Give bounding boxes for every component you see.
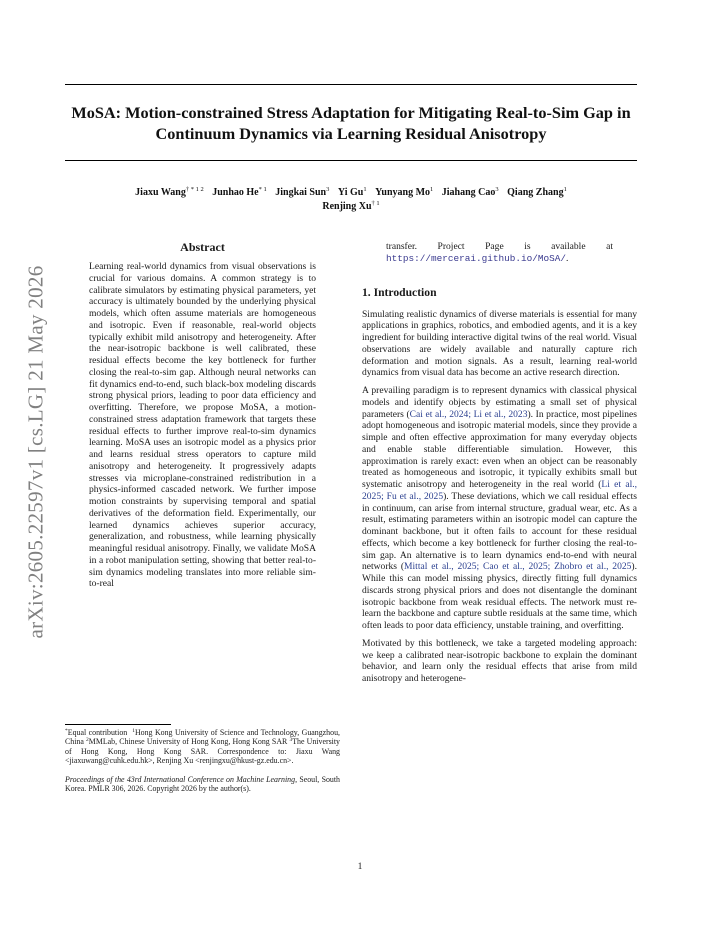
abstract-heading: Abstract xyxy=(180,240,225,254)
author xyxy=(338,187,367,198)
author-marks: * 1 xyxy=(258,186,267,193)
title-top-rule xyxy=(65,84,637,85)
author-name: Yunyang Mo xyxy=(375,187,431,198)
project-page-link[interactable]: https://mercerai.github.io/MoSA/ xyxy=(386,252,567,264)
intro-text: ). These deviations, which we call residual effects in continuum, can arise from internal structure, gradual wear, etc. As a result, estimating parameters within an isotropic model can capture the dominant backbone, but it often fails to account for these residual effects, which become a key bottleneck for further closing the real-to-sim gap. An alternative is to learn dynamics end-to-end with neural networks ( xyxy=(362,490,637,573)
right-column xyxy=(362,241,637,691)
introduction-heading: 1. Introduction xyxy=(362,285,437,299)
author-name: Qiang Zhang xyxy=(507,187,564,198)
author-name: Renjing Xu xyxy=(322,201,372,212)
introduction-paragraph xyxy=(362,385,637,632)
author-name: Jiaxu Wang xyxy=(135,187,186,198)
paper-title: MoSA: Motion-constrained Stress Adaptation for Mitigating Real-to-Sim Gap in Continuum Dynamics via Learning Residual Anisotropy xyxy=(71,103,631,143)
arxiv-identifier-text: arXiv:2605.22597v1 [cs.LG] 21 May 2026 xyxy=(23,265,48,639)
proceedings-note xyxy=(65,775,340,794)
author xyxy=(375,187,433,198)
proceedings-details: , Seoul, South Korea. PMLR 306, 2026. Copyright 2026 by the author(s). xyxy=(65,774,340,794)
author-list xyxy=(65,186,637,214)
author-marks: 3 xyxy=(495,186,499,193)
author-name: Junhao He xyxy=(212,187,259,198)
left-column xyxy=(65,240,340,590)
author-name: Jiahang Cao xyxy=(441,187,496,198)
abstract-body: Learning real-world dynamics from visual observations is crucial for various domains. A common strategy is to calibrate simulators by estimating physical parameters, yet accuracy is ultimately bounded by the underlying physical models, which often assume materials are homogeneous and isotropic. Even if reasonable, real-world objects typically exhibit mild anisotropy and heterogeneity. After the near-isotropic backbone is well calibrated, these residual effects become the key bottleneck for further closing the real-to-sim gap. Although neural networks can fit dynamics end-to-end, such black-box modeling discards strong physical priors, leading to poor data efficiency and overfitting. Therefore, we propose MoSA, a motion-constrained stress adaptation framework that targets these residual effects to further improve real-to-sim dynamics learning. MoSA uses an isotropic model as a physics prior and learns residual stress operators to capture mild anisotropy and heterogeneity. It progressively adapts stresses via microplane-constrained redistribution in a physics-informed cascaded network. We further impose motion constraints by supervising temporal and spatial derivatives of the deformation field. Experimentally, our learned dynamics achieves superior accuracy, generalization, and robustness, while learning physically meaningful residual anisotropy. Finally, we validate MoSA in a robot manipulation setting, showing that better real-to-sim dynamics modeling translates into more reliable sim-to-real xyxy=(89,261,316,590)
affiliation-footnote xyxy=(65,728,340,766)
author-name: Jingkai Sun xyxy=(275,187,327,198)
author xyxy=(442,187,499,198)
abstract-continuation: transfer. Project Page is available at https://mercerai.github.io/MoSA/. xyxy=(386,241,613,264)
footnote-text: MMLab, Chinese University of Hong Kong, Hong Kong SAR xyxy=(88,737,288,747)
intro-text: ). While this can model missing physics, directly fitting full dynamics discards strong physical priors and does not disentangle the dominant isotropic backbone from weak residual effects. The network must re-learn the backbone and capture subtle residuals at the same time, which often leads to poor data efficiency, unstable training, and overfitting. xyxy=(362,561,637,631)
author-name: Yi Gu xyxy=(337,187,364,198)
citation-link[interactable]: Cai et al., 2024; Li et al., 2023 xyxy=(409,408,528,420)
author-marks: 1 xyxy=(363,186,367,193)
author-marks: 1 xyxy=(563,186,567,193)
proceedings-venue: Proceedings of the 43rd International Conference on Machine Learning xyxy=(65,774,296,784)
author-marks: † * 1 2 xyxy=(185,186,204,193)
introduction-paragraph: Simulating realistic dynamics of diverse materials is essential for many applications in graphics, robotics, and embodied agents, and it is a key ingredient for building interactive digital twins of the real world. Visual observations are widely available and naturally capture rich deformation and motion signals. As a result, learning real-world dynamics from visual data has become an active research direction. xyxy=(362,308,637,379)
author xyxy=(507,187,567,198)
footnote-text: Equal contribution xyxy=(67,728,128,737)
introduction-paragraph: Motivated by this bottleneck, we take a targeted modeling approach: we keep a calibrated near-isotropic backbone to explain the dominant behavior, and learn only the residual effects that arise from mild anisotropy and heterogene- xyxy=(362,637,637,684)
footnote-mark: 1 xyxy=(132,728,135,734)
intro-text: A prevailing paradigm is to represent dynamics with classical physical models and identify objects by estimating a small set of physical parameters ( xyxy=(362,385,637,420)
title-bottom-rule xyxy=(65,160,637,161)
intro-text: ). In practice, most pipelines adopt homogeneous and isotropic material models, since they provide a simple and often effective approximation for many everyday objects and enable stable differentiable simulation. However, this approximation is rarely exact: even when an object can be reasonably treated as homogeneous and isotropic, it typically exhibits small but systematic anisotropy and heterogeneity in the real world ( xyxy=(362,408,637,490)
footnotes xyxy=(65,728,340,793)
author-marks: 3 xyxy=(326,186,330,193)
footnote-text: The University of Hong Kong, Hong Kong SAR. Correspondence to: Jiaxu Wang <jiaxuwang@cuhk.edu.hk>, Renjing Xu <renjingxu@hkust-gz.edu.cn>. xyxy=(65,737,340,766)
footnote-mark: 2 xyxy=(86,737,89,744)
author xyxy=(275,187,329,198)
footnote-mark: * xyxy=(65,728,68,734)
citation-link[interactable]: Mittal et al., 2025; Cao et al., 2025; Zhobro et al., 2025 xyxy=(404,561,632,573)
author xyxy=(212,187,267,198)
author xyxy=(322,201,379,212)
abstract-continuation-text: transfer. Project Page is available at xyxy=(386,241,613,252)
author-marks: 1 xyxy=(430,186,434,193)
footnote-rule xyxy=(65,724,171,725)
footnote-mark: 3 xyxy=(289,737,293,744)
citation-link[interactable]: Li et al., 2025; Fu et al., 2025 xyxy=(362,479,637,502)
footnote-text: Hong Kong University of Science and Technology, Guangzhou, China xyxy=(65,728,340,747)
page-number: 1 xyxy=(357,862,363,872)
author xyxy=(135,187,204,198)
author-marks: † 1 xyxy=(371,200,380,207)
